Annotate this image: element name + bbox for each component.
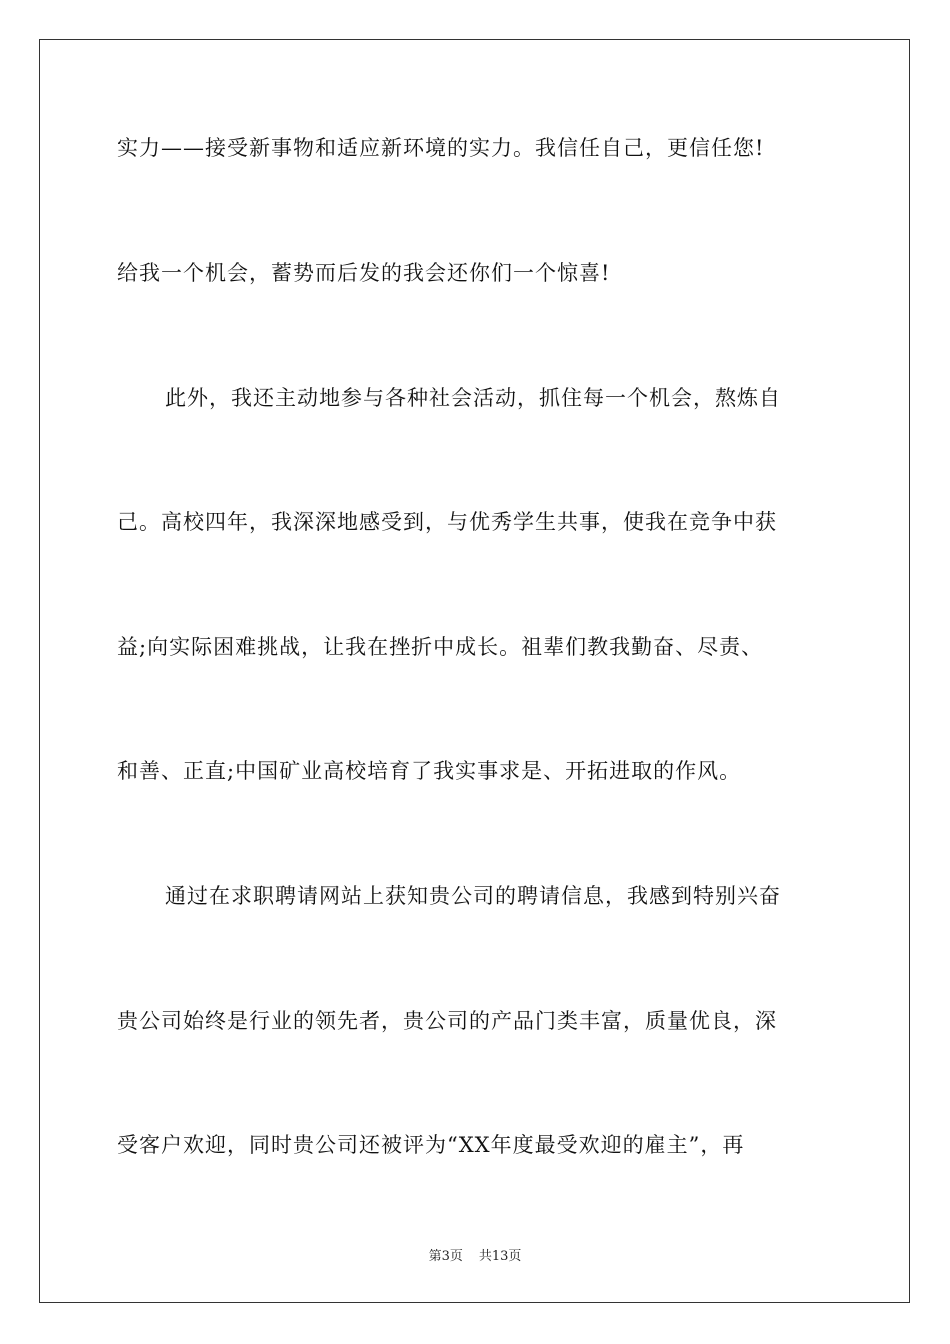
- text-line-2: 给我一个机会，蓄势而后发的我会还你们一个惊喜!: [117, 261, 611, 285]
- text-line-8: 贵公司始终是行业的领先者，贵公司的产品门类丰富，质量优良，深: [117, 1009, 777, 1033]
- page-frame: [39, 39, 910, 1303]
- text-line-6: 和善、正直;中国矿业高校培育了我实事求是、开拓进取的作风。: [117, 759, 742, 783]
- page-number: 第3页: [428, 1249, 463, 1264]
- text-line-1: 实力——接受新事物和适应新环境的实力。我信任自己，更信任您!: [117, 136, 765, 160]
- text-line-9: 受客户欢迎，同时贵公司还被评为“XX年度最受欢迎的雇主”，再: [117, 1133, 745, 1157]
- text-line-3: 此外，我还主动地参与各种社会活动，抓住每一个机会，熬炼自: [165, 386, 781, 410]
- text-line-7: 通过在求职聘请网站上获知贵公司的聘请信息，我感到特别兴奋: [165, 884, 781, 908]
- page-total: 共13页: [478, 1249, 522, 1264]
- page-footer: [0, 1248, 950, 1266]
- text-line-5: 益;向实际困难挑战，让我在挫折中成长。祖辈们教我勤奋、尽责、: [117, 635, 764, 659]
- text-line-4: 己。高校四年，我深深地感受到，与优秀学生共事，使我在竞争中获: [117, 510, 777, 534]
